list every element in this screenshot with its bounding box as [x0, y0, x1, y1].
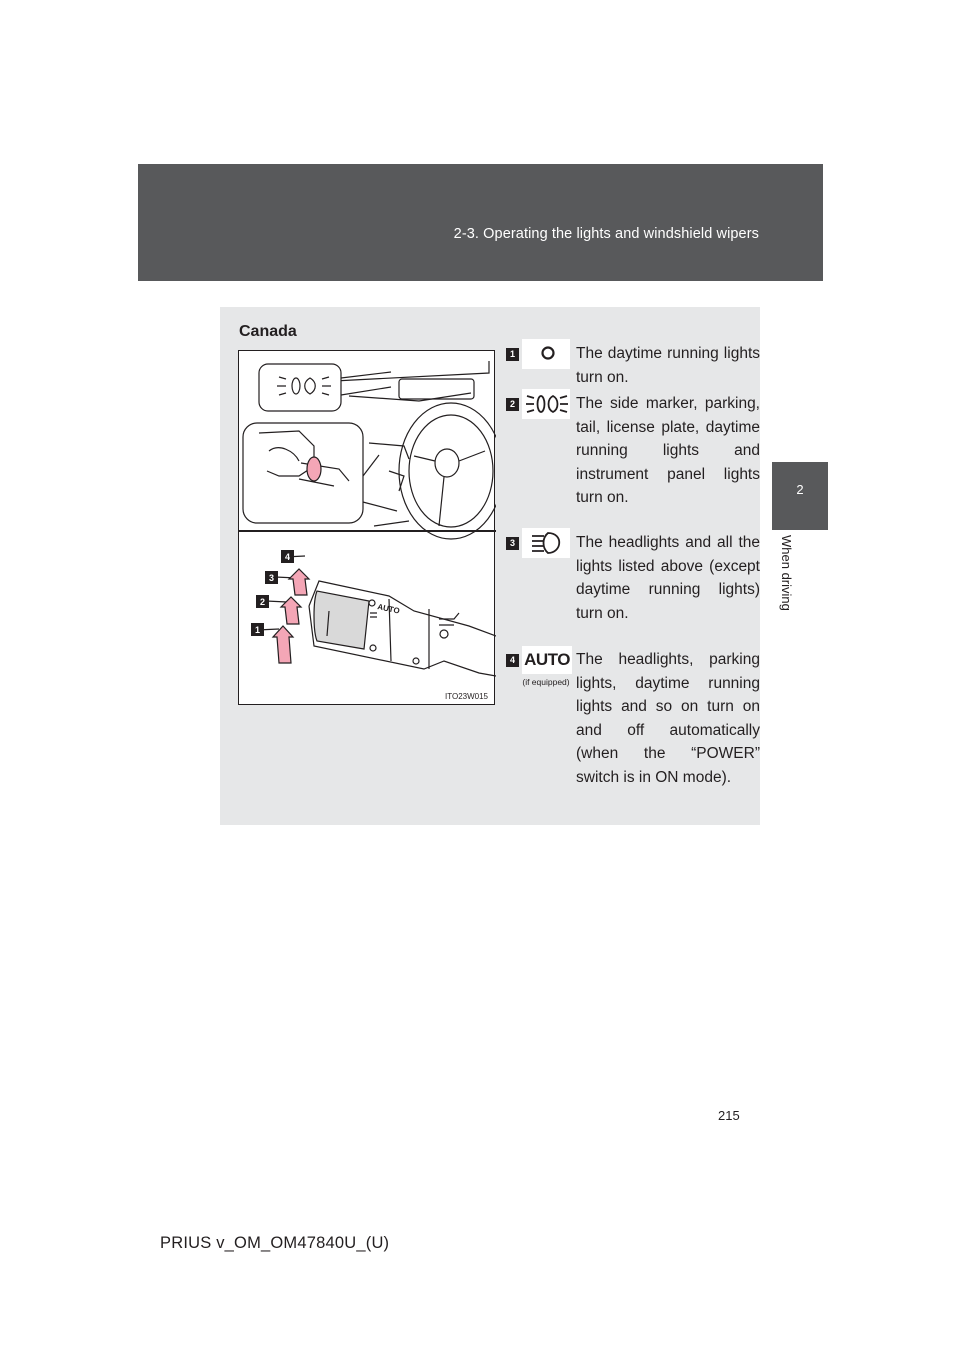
- item-badge: 2: [506, 398, 519, 411]
- page-number: 215: [718, 1108, 740, 1123]
- item-description: The side marker, parking, tail, license plate, daytime running lights and instrument panel lights turn on.: [576, 395, 760, 506]
- item-description: The daytime running lights turn on.: [576, 345, 760, 386]
- item-badge: 3: [506, 537, 519, 550]
- header-band: [138, 164, 823, 281]
- item-description: The headlights and all the lights listed above (except daytime running lights) turn on.: [576, 534, 760, 622]
- side-marker-light-icon: [522, 389, 570, 419]
- chapter-number: 2: [796, 482, 804, 497]
- section-title: 2-3. Operating the lights and windshield wipers: [453, 226, 759, 242]
- region-title: Canada: [239, 323, 297, 340]
- item-badge: 4: [506, 654, 519, 667]
- if-equipped-note: (if equipped): [522, 677, 570, 687]
- lever-auto-label: AUTO: [376, 602, 401, 616]
- content-box: [220, 307, 760, 825]
- item-badge: 1: [506, 348, 519, 361]
- figure-code: ITO23W015: [445, 692, 488, 701]
- chapter-label: When driving: [779, 535, 794, 611]
- auto-mode-icon: AUTO: [522, 646, 572, 674]
- svg-text:1: 1: [254, 625, 261, 635]
- headlight-icon: [522, 528, 570, 558]
- document-code: PRIUS v_OM_OM47840U_(U): [160, 1234, 390, 1252]
- svg-text:2: 2: [259, 597, 266, 607]
- chapter-tab: [772, 462, 828, 530]
- item-description: The headlights, parking lights, daytime running lights and so on turn on and off automatically (when the “POWER” switch is in ON mode).: [576, 651, 760, 786]
- svg-text:3: 3: [268, 573, 275, 583]
- svg-text:4: 4: [284, 552, 291, 562]
- daytime-running-light-icon: [522, 339, 570, 369]
- light-switch-illustration: [238, 350, 495, 705]
